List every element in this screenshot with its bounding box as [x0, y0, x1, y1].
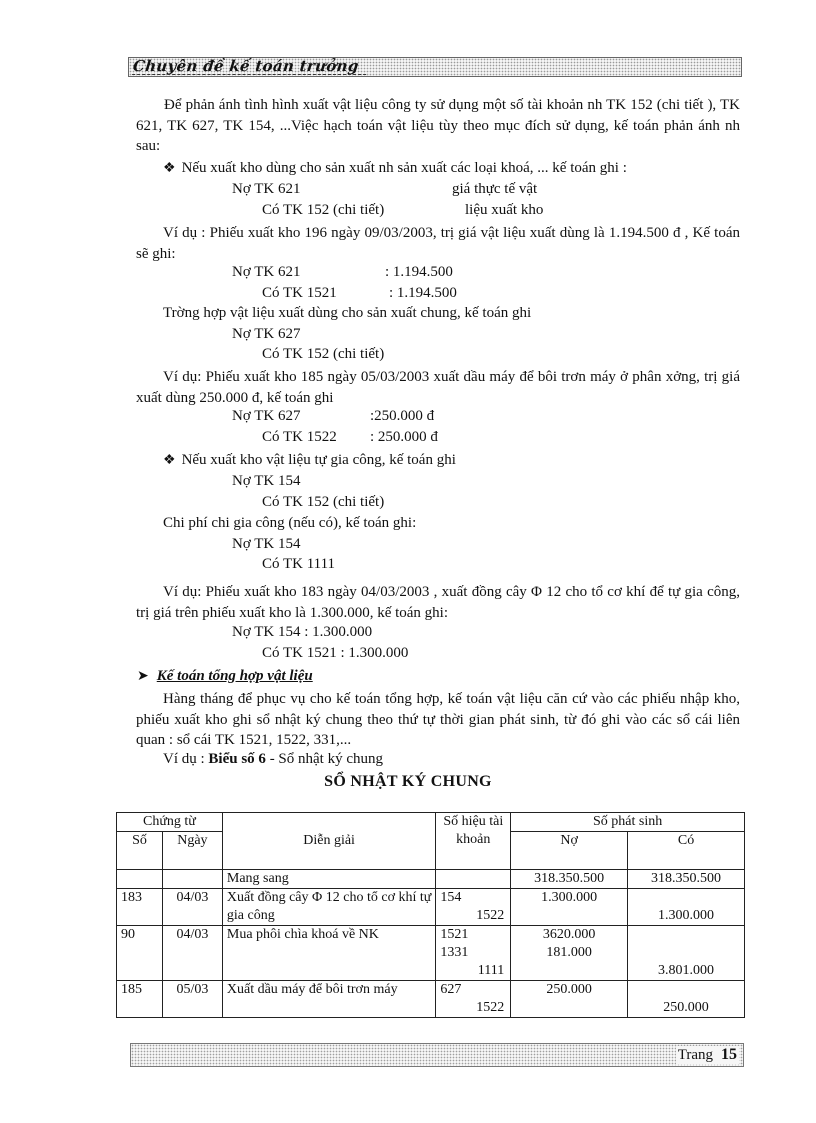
row-accounts: [436, 926, 511, 981]
case1-ex-debit-acct: Nợ TK 621: [232, 264, 301, 280]
section-example-prefix: Ví dụ :: [163, 751, 209, 767]
case1-bullet: [163, 160, 627, 177]
row-debit-amt2: 181.000: [546, 945, 592, 960]
page-indicator: [676, 1046, 739, 1064]
case2-debit: Nợ TK 627: [232, 326, 301, 342]
row-debit: [511, 926, 628, 981]
case3-cost-debit: Nợ TK 154: [232, 536, 301, 552]
case1-ex-debit-amt: : 1.194.500: [385, 264, 453, 280]
row-description: Xuất đồng cây Φ 12 cho tổ cơ khí tự gia công: [222, 889, 435, 926]
case3-cost-intro: Chi phí chi gia công (nếu có), kế toán ghi:: [163, 515, 417, 531]
section-paragraph: Hàng tháng để phục vụ cho kế toán tổng hợp, kế toán vật liệu căn cứ vào các phiếu nhập kho, phiếu xuất kho ghi sổ nhật ký chung theo thứ tự thời gian phát sinh, từ đó ghi vào các sổ cái liên quan : sổ cái TK 1521, 1522, 331,...: [136, 691, 740, 748]
case1-credit-note: liệu xuất kho: [465, 202, 544, 218]
header-voucher: Chứng từ: [117, 813, 223, 832]
row-debit-amt: 3620.000: [542, 927, 596, 942]
header-credit: Có: [628, 832, 745, 870]
case2-example: Ví dụ: Phiếu xuất kho 185 ngày 05/03/2003 xuất dầu máy để bôi trơn máy ở phân xởng, trị giá xuất dùng 250.000 đ, kế toán ghi: [136, 369, 740, 406]
case3-bullet-text: Nếu xuất kho vật liệu tự gia công, kế toán ghi: [181, 452, 456, 468]
header-date: Ngày: [162, 832, 222, 870]
section-example: [163, 751, 383, 768]
case2-ex-debit-acct: Nợ TK 627: [232, 408, 301, 424]
case3-credit: Có TK 152 (chi tiết): [262, 494, 385, 510]
header-debit: Nợ: [511, 832, 628, 870]
case1-debit-note: giá thực tế vật: [452, 181, 538, 197]
row-acct-credit: 1522: [476, 1000, 505, 1015]
case3-bullet: [163, 452, 456, 469]
row-description: Xuất dầu máy để bôi trơn máy: [222, 981, 435, 1018]
row-credit-amt: 250.000: [663, 1000, 709, 1015]
carry-debit: 318.350.500: [511, 870, 628, 889]
header-band: [128, 57, 742, 77]
case1-debit: Nợ TK 621: [232, 181, 301, 197]
header-title: Chuyên đề kế toán trưởng: [132, 57, 360, 75]
case2-credit: Có TK 152 (chi tiết): [262, 346, 385, 362]
case3-ex-credit: Có TK 1521 : 1.300.000: [262, 645, 409, 661]
case3-cost-credit: Có TK 1111: [262, 556, 336, 572]
diamond-bullet-icon: ❖: [163, 161, 176, 176]
case2-ex-credit-acct: Có TK 1522: [262, 429, 337, 445]
section-example-bold: Biểu số 6: [208, 751, 266, 767]
case1-ex-credit-amt: : 1.194.500: [389, 285, 457, 301]
row-accounts: [436, 981, 511, 1018]
table-row: [117, 926, 745, 981]
page-number: 15: [721, 1046, 737, 1063]
row-acct-debit: 627: [440, 982, 462, 997]
case2-intro: Trờng hợp vật liệu xuất dùng cho sản xuất chung, kế toán ghi: [163, 305, 532, 321]
row-credit: [628, 926, 745, 981]
case3-debit: Nợ TK 154: [232, 473, 301, 489]
table-row: [117, 889, 745, 926]
case2-ex-credit-amt: : 250.000 đ: [370, 429, 438, 445]
page-label: Trang: [677, 1047, 713, 1063]
row-date: 04/03: [162, 926, 222, 981]
header-account: Số hiệu tài khoản: [436, 813, 511, 870]
row-accounts: [436, 889, 511, 926]
row-date: 04/03: [162, 889, 222, 926]
row-credit: [628, 981, 745, 1018]
row-credit-amt: 1.300.000: [658, 908, 715, 923]
carry-description: Mang sang: [222, 870, 435, 889]
diamond-bullet-icon: ❖: [163, 453, 176, 468]
header-description: Diễn giải: [222, 813, 435, 870]
journal-table: [116, 812, 745, 1018]
row-debit-amt: 250.000: [546, 982, 592, 997]
header-amount: Số phát sinh: [511, 813, 745, 832]
section-heading: Kế toán tổng hợp vật liệu: [156, 668, 313, 684]
row-acct-credit: 1111: [477, 963, 505, 978]
row-description: Mua phôi chìa khoá về NK: [222, 926, 435, 981]
intro-paragraph: Để phản ánh tình hình xuất vật liệu công ty sử dụng một số tài khoản nh TK 152 (chi tiết ), TK 621, TK 627, TK 154, ...Việc hạch toán vật liệu tùy theo mục đích sử dụng, kế toán phản ánh nh sau:: [136, 97, 740, 154]
row-debit-amt: 1.300.000: [541, 890, 598, 905]
header-no: Số: [117, 832, 163, 870]
case3-example: Ví dụ: Phiếu xuất kho 183 ngày 04/03/2003 , xuất đồng cây Φ 12 cho tổ cơ khí để tự gia công, trị giá trên phiếu xuất kho là 1.300.000, kế toán ghi:: [136, 584, 740, 621]
row-debit: [511, 981, 628, 1018]
case3-ex-debit: Nợ TK 154 : 1.300.000: [232, 624, 373, 640]
row-acct-debit2: 1331: [440, 945, 469, 960]
case1-example: Ví dụ : Phiếu xuất kho 196 ngày 09/03/2003, trị giá vật liệu xuất dùng là 1.194.500 đ , Kế toán sẽ ghi:: [136, 225, 740, 262]
table-title: SỔ NHẬT KÝ CHUNG: [324, 773, 492, 790]
case1-ex-credit-acct: Có TK 1521: [262, 285, 337, 301]
row-acct-credit: 1522: [476, 908, 505, 923]
carry-credit: 318.350.500: [628, 870, 745, 889]
row-acct-debit: 1521: [440, 927, 469, 942]
table-header-row-1: [117, 813, 745, 832]
section-heading-line: [137, 668, 313, 685]
arrow-bullet-icon: ➤: [137, 669, 149, 684]
row-date: 05/03: [162, 981, 222, 1018]
table-row-carry: [117, 870, 745, 889]
case2-ex-debit-amt: :250.000 đ: [370, 408, 435, 424]
section-example-suffix: - Sổ nhật ký chung: [265, 751, 384, 767]
footer-band: [130, 1043, 744, 1067]
row-no: 185: [117, 981, 163, 1018]
case1-bullet-text: Nếu xuất kho dùng cho sản xuất nh sản xuất các loại khoá, ... kế toán ghi :: [181, 160, 627, 176]
row-no: 183: [117, 889, 163, 926]
row-no: 90: [117, 926, 163, 981]
row-credit-amt: 3.801.000: [658, 963, 715, 978]
table-row: [117, 981, 745, 1018]
row-acct-debit: 154: [440, 890, 462, 905]
row-debit: [511, 889, 628, 926]
case1-credit: Có TK 152 (chi tiết): [262, 202, 385, 218]
row-credit: [628, 889, 745, 926]
